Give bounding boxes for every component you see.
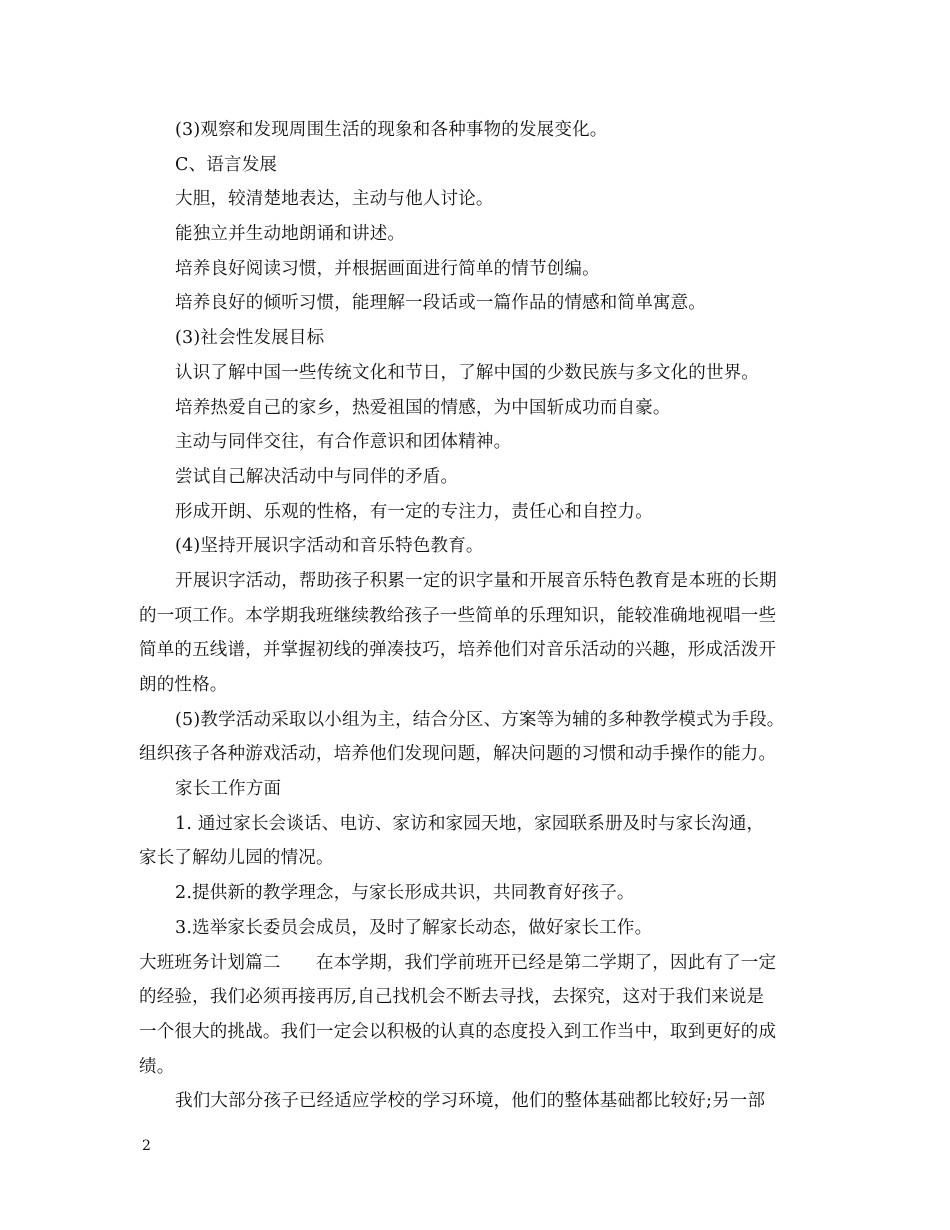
text-line: 的一项工作。本学期我班继续教给孩子一些简单的乐理知识，能较准确地视唱一些 — [139, 605, 777, 626]
text-line: 的经验，我们必须再接再厉,自己找机会不断去寻找，去探究，这对于我们来说是 — [139, 987, 765, 1008]
text-line: C、语言发展 — [175, 154, 278, 175]
text-line: (4)坚持开展识字活动和音乐特色教育。 — [175, 536, 484, 557]
text-line: 1. 通过家长会谈话、电访、家访和家园天地，家园联系册及时与家长沟通， — [175, 813, 765, 834]
text-line: 尝试自己解决活动中与同伴的矛盾。 — [175, 466, 459, 487]
text-line: 大班班务计划篇二 在本学期，我们学前班开已经是第二学期了，因此有了一定 — [139, 952, 777, 973]
text-line: 一个很大的挑战。我们一定会以积极的认真的态度投入到工作当中，取到更好的成 — [139, 1021, 777, 1042]
text-line: 朗的性格。 — [139, 675, 228, 695]
text-line: 开展识字活动，帮助孩子积累一定的识字量和开展音乐特色教育是本班的长期 — [175, 570, 777, 591]
text-line: 组织孩子各种游戏活动，培养他们发现问题，解决问题的习惯和动手操作的能力。 — [139, 744, 777, 765]
text-line: (5)教学活动采取以小组为主，结合分区、方案等为辅的多种教学模式为手段。 — [175, 709, 785, 730]
text-line: 绩。 — [139, 1056, 175, 1077]
text-line: 家长了解幼儿园的情况。 — [139, 848, 334, 869]
text-line: 大胆，较清楚地表达，主动与他人讨论。 — [175, 189, 494, 210]
text-line: 3.选举家长委员会成员，及时了解家长动态，做好家长工作。 — [175, 917, 653, 938]
text-line: 培养良好的倾听习惯，能理解一段话或一篇作品的情感和简单寓意。 — [175, 293, 706, 314]
page-number: 2 — [142, 1138, 151, 1154]
text-line: 主动与同伴交往，有合作意识和团体精神。 — [175, 432, 512, 453]
text-line: 认识了解中国一些传统文化和节日，了解中国的少数民族与多文化的世界。 — [175, 362, 760, 383]
text-line: (3)观察和发现周围生活的现象和各种事物的发展变化。 — [175, 120, 608, 140]
text-line: 家长工作方面 — [175, 779, 282, 800]
document-body — [139, 113, 819, 1119]
text-line: 形成开朗、乐观的性格，有一定的专注力，责任心和自控力。 — [175, 501, 653, 522]
text-line: 能独立并生动地朗诵和讲述。 — [175, 224, 406, 245]
text-line: 我们大部分孩子已经适应学校的学习环境，他们的整体基础都比较好;另一部 — [175, 1091, 766, 1112]
text-line: 培养热爱自己的家乡，热爱祖国的情感，为中国斩成功而自豪。 — [175, 397, 671, 418]
text-line: 2.提供新的教学理念，与家长形成共识，共同教育好孩子。 — [175, 883, 635, 904]
text-line: 培养良好阅读习惯，并根据画面进行简单的情节创编。 — [175, 258, 600, 279]
text-line: (3)社会性发展目标 — [175, 328, 325, 349]
text-line: 简单的五线谱，并掌握初线的弹凑技巧，培养他们对音乐活动的兴趣，形成活泼开 — [139, 640, 777, 661]
